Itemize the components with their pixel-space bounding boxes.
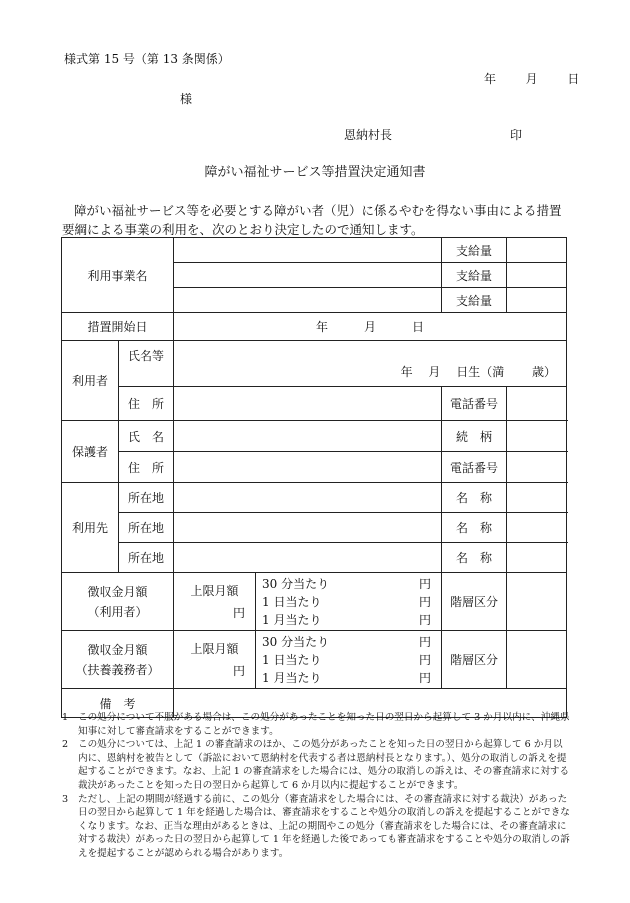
- user-address-field[interactable]: [174, 387, 442, 421]
- supply-field-3[interactable]: [507, 288, 567, 313]
- fee-support-line2: （扶養義務者）: [75, 662, 160, 677]
- fee-support-limit: [174, 631, 256, 689]
- user-dob-field[interactable]: 年 月 日生（満 歳）: [174, 341, 567, 387]
- rate-month-support: 1 月当たり 円: [262, 670, 432, 685]
- day-label: 日: [567, 72, 580, 86]
- intro-text: 障がい福祉サービス等を必要とする障がい者（児）に係るやむを得ない事由による措置要綱による事業の利用を、次のとおり決定したので通知します。: [62, 203, 562, 237]
- guardian-name-field[interactable]: [174, 421, 442, 452]
- rate-month-user: 1 月当たり 円: [262, 612, 432, 627]
- provider-name-field-2[interactable]: [507, 513, 567, 543]
- user-label: 利用者: [62, 341, 119, 421]
- note-text: この処分については、上記 1 の審査請求のほか、この処分があったことを知った日の翌日から起算して 6 か月以内に、恩納村を被告として（訴訟において恩納村を代表する者は恩納村長となります。）、処分の取消しの訴えを提起することができます。なお、上記 1 の審査請求をした場合には、処分の取消しの訴えは、その審査請求に対する裁決があったことを知った日の翌日から起算して 6 か月以内に提起することができます。: [78, 739, 570, 791]
- service-name-label: 利用事業名: [62, 238, 174, 313]
- location-field-2[interactable]: [174, 513, 442, 543]
- note-number: 2: [62, 739, 69, 751]
- fee-user-limit: [174, 573, 256, 631]
- fee-support-limit-label: 上限月額: [190, 641, 239, 656]
- location-label-2: 所在地: [119, 513, 174, 543]
- relation-label: 続 柄: [442, 421, 507, 452]
- fee-user-row: [62, 573, 567, 631]
- supply-field-1[interactable]: [507, 238, 567, 263]
- service-name-field-2[interactable]: [174, 263, 442, 288]
- location-field-3[interactable]: [174, 543, 442, 573]
- provider-name-field-3[interactable]: [507, 543, 567, 573]
- start-date-field[interactable]: 年 月 日: [174, 313, 567, 341]
- rate-30min-user: 30 分当たり 円: [262, 576, 432, 591]
- provider-name-field-1[interactable]: [507, 483, 567, 513]
- guardian-name-label: 氏 名: [119, 421, 174, 452]
- rate-day-user: 1 日当たり 円: [262, 594, 432, 609]
- guardian-phone-field[interactable]: [507, 452, 567, 483]
- issuer-name: 恩納村長: [344, 128, 393, 142]
- relation-field[interactable]: [507, 421, 567, 452]
- document-title: 障がい福祉サービス等措置決定通知書: [204, 165, 426, 180]
- note-text: この処分について不服がある場合は、この処分があったことを知った日の翌日から起算して 3 か月以内に、沖縄県知事に対して審査請求をすることができます。: [78, 712, 570, 737]
- month-label: 月: [525, 72, 538, 86]
- rate-day-support: 1 日当たり 円: [262, 652, 432, 667]
- fee-user-limit-label: 上限月額: [190, 583, 239, 598]
- intro-paragraph: [62, 201, 570, 239]
- user-phone-label: 電話番号: [442, 387, 507, 421]
- note-item: [62, 711, 572, 738]
- fee-support-limit-yen: 円: [233, 663, 246, 678]
- tier-label-user: 階層区分: [442, 573, 507, 631]
- service-name-field-1[interactable]: [174, 238, 442, 263]
- supply-label-1: 支給量: [442, 238, 507, 263]
- fee-user-limit-yen: 円: [233, 605, 246, 620]
- tier-field-user[interactable]: [507, 573, 567, 631]
- provider-row-3: [62, 543, 567, 573]
- note-number: 3: [62, 793, 69, 805]
- note-text: ただし、上記の期間が経過する前に、この処分（審査請求をした場合には、その審査請求に対する裁決）があった日の翌日から起算して 1 年を経過した場合は、審査請求をすることや処分の取消しの訴えを提起することができなくなります。なお、正当な理由があるときは、上記の期間やこの処分（審査請求をした場合には、その審査請求に対する裁決）があった日の翌日から起算して 1 年を経過した後であっても審査請求をすることや処分の取消しの訴えを提起することが認められる場合があります。: [78, 793, 570, 859]
- fee-user-rates[interactable]: [256, 573, 442, 631]
- seal-mark: 印: [510, 128, 523, 142]
- fee-support-label: [62, 631, 174, 689]
- provider-row-2: [62, 513, 567, 543]
- remarks-label: 備 考: [62, 689, 174, 718]
- user-address-label: 住 所: [119, 387, 174, 421]
- service-row-1: [62, 238, 567, 263]
- fee-user-line2: （利用者）: [87, 604, 148, 619]
- form-number: 様式第 15 号（第 13 条関係）: [64, 52, 230, 66]
- note-item: [62, 793, 572, 861]
- provider-name-label-2: 名 称: [442, 513, 507, 543]
- supply-label-2: 支給量: [442, 263, 507, 288]
- addressee-suffix: 様: [180, 92, 193, 106]
- guardian-phone-label: 電話番号: [442, 452, 507, 483]
- location-field-1[interactable]: [174, 483, 442, 513]
- provider-name-label-3: 名 称: [442, 543, 507, 573]
- fee-user-label: [62, 573, 174, 631]
- tier-label-support: 階層区分: [442, 631, 507, 689]
- start-date-row: [62, 313, 567, 341]
- start-date-label: 措置開始日: [62, 313, 174, 341]
- notes-section: [62, 711, 572, 861]
- fee-support-line1: 徴収金月額: [87, 642, 148, 657]
- fee-user-line1: 徴収金月額: [87, 584, 148, 599]
- user-address-row: [62, 387, 567, 421]
- fee-support-rates[interactable]: [256, 631, 442, 689]
- tier-field-support[interactable]: [507, 631, 567, 689]
- guardian-name-row: [62, 421, 567, 452]
- provider-name-label-1: 名 称: [442, 483, 507, 513]
- issue-date: [484, 70, 579, 87]
- location-label-3: 所在地: [119, 543, 174, 573]
- user-name-label: 氏名等: [119, 341, 174, 387]
- fee-support-row: [62, 631, 567, 689]
- rate-30min-support: 30 分当たり 円: [262, 634, 432, 649]
- service-name-field-3[interactable]: [174, 288, 442, 313]
- guardian-label: 保護者: [62, 421, 119, 483]
- provider-label: 利用先: [62, 483, 119, 573]
- note-item: [62, 738, 572, 792]
- guardian-address-label: 住 所: [119, 452, 174, 483]
- year-label: 年: [484, 72, 497, 86]
- user-phone-field[interactable]: [507, 387, 567, 421]
- supply-label-3: 支給量: [442, 288, 507, 313]
- note-number: 1: [62, 712, 69, 723]
- provider-row-1: [62, 483, 567, 513]
- decision-table: [61, 237, 567, 718]
- location-label-1: 所在地: [119, 483, 174, 513]
- guardian-address-row: [62, 452, 567, 483]
- guardian-address-field[interactable]: [174, 452, 442, 483]
- supply-field-2[interactable]: [507, 263, 567, 288]
- user-name-row: [62, 341, 567, 387]
